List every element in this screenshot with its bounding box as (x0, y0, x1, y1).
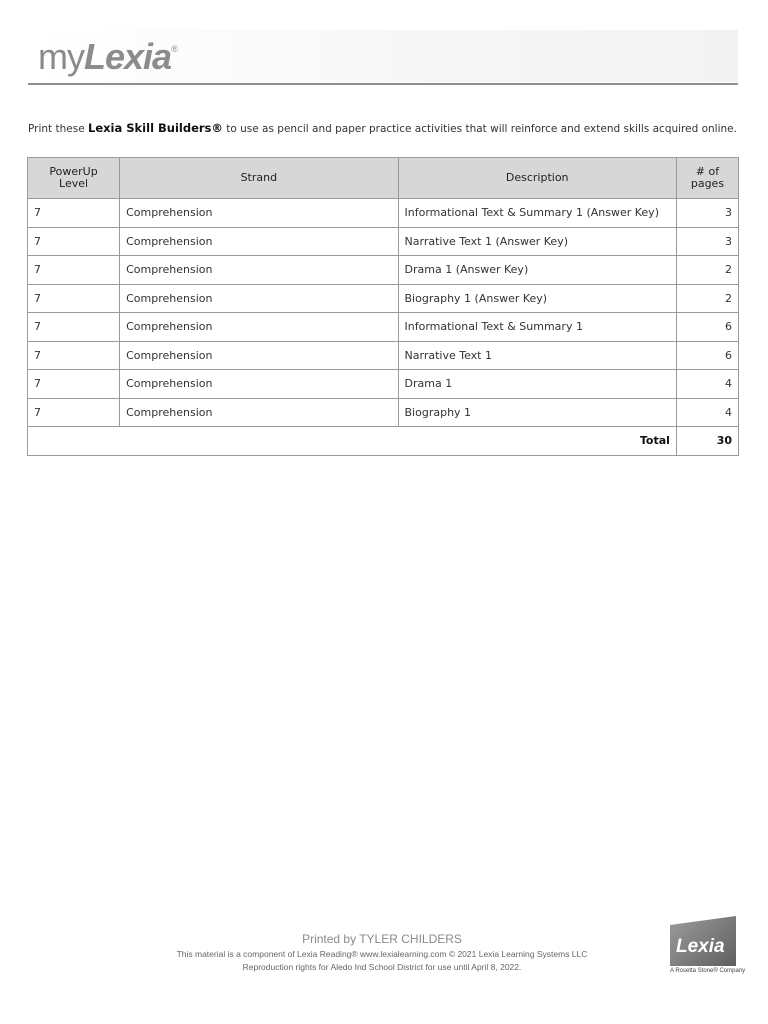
cell-strand: Comprehension (120, 256, 398, 285)
header-level-line2: Level (59, 177, 89, 190)
cell-description: Informational Text & Summary 1 (398, 313, 676, 342)
cell-description: Drama 1 (Answer Key) (398, 256, 676, 285)
cell-level: 7 (28, 199, 120, 228)
cell-pages: 3 (676, 199, 738, 228)
total-label: Total (28, 427, 677, 456)
header-divider (28, 83, 738, 85)
table-total-row (28, 427, 739, 456)
cell-level: 7 (28, 227, 120, 256)
cell-strand: Comprehension (120, 398, 398, 427)
header-powerup-level (28, 158, 120, 199)
cell-description: Narrative Text 1 (Answer Key) (398, 227, 676, 256)
copyright-line: This material is a component of Lexia Reading® www.lexialearning.com © 2021 Lexia Learning Systems LLC (176, 949, 588, 959)
cell-description: Biography 1 (Answer Key) (398, 284, 676, 313)
header-pages-line1: # of (695, 165, 720, 178)
logo-registered-mark: ® (171, 44, 177, 54)
printed-by: Printed by TYLER CHILDERS (302, 932, 462, 946)
cell-pages: 4 (676, 398, 738, 427)
intro-highlight: Lexia Skill Builders® (88, 121, 223, 135)
cell-strand: Comprehension (120, 341, 398, 370)
table-row (28, 227, 739, 256)
intro-after: to use as pencil and paper practice activities that will reinforce and extend skills acquired online. (222, 123, 737, 135)
cell-pages: 4 (676, 370, 738, 399)
table-row (28, 313, 739, 342)
skill-builders-table (27, 157, 739, 456)
cell-strand: Comprehension (120, 284, 398, 313)
logo-prefix: my (38, 36, 84, 77)
intro-before: Print these (28, 123, 88, 135)
page-footer (100, 932, 664, 974)
table-row (28, 199, 739, 228)
cell-description: Biography 1 (398, 398, 676, 427)
logo-main: Lexia (84, 36, 172, 77)
cell-strand: Comprehension (120, 370, 398, 399)
mylexia-logo (38, 36, 177, 78)
cell-description: Drama 1 (398, 370, 676, 399)
cell-pages: 3 (676, 227, 738, 256)
table-row (28, 341, 739, 370)
header-strand: Strand (120, 158, 398, 199)
cell-pages: 2 (676, 284, 738, 313)
table-row (28, 284, 739, 313)
lexia-brand-logo (670, 916, 746, 976)
lexia-tagline: A Rosetta Stone® Company (670, 968, 746, 974)
cell-level: 7 (28, 341, 120, 370)
table-header-row (28, 158, 739, 199)
cell-strand: Comprehension (120, 313, 398, 342)
cell-description: Informational Text & Summary 1 (Answer Key) (398, 199, 676, 228)
page-header (28, 30, 738, 82)
header-level-line1: PowerUp (49, 165, 98, 178)
cell-level: 7 (28, 313, 120, 342)
cell-level: 7 (28, 256, 120, 285)
cell-pages: 2 (676, 256, 738, 285)
header-pages-line2: pages (690, 177, 725, 190)
table-row (28, 398, 739, 427)
total-value: 30 (676, 427, 738, 456)
table-row (28, 256, 739, 285)
header-description: Description (398, 158, 676, 199)
lexia-logo-word: Lexia (676, 936, 725, 957)
cell-strand: Comprehension (120, 199, 398, 228)
table-row (28, 370, 739, 399)
cell-pages: 6 (676, 313, 738, 342)
cell-level: 7 (28, 370, 120, 399)
cell-strand: Comprehension (120, 227, 398, 256)
intro-text (28, 121, 748, 135)
cell-level: 7 (28, 284, 120, 313)
cell-level: 7 (28, 398, 120, 427)
header-pages (676, 158, 738, 199)
cell-description: Narrative Text 1 (398, 341, 676, 370)
reproduction-rights-line: Reproduction rights for Aledo Ind School District for use until April 8, 2022. (242, 962, 522, 972)
cell-pages: 6 (676, 341, 738, 370)
